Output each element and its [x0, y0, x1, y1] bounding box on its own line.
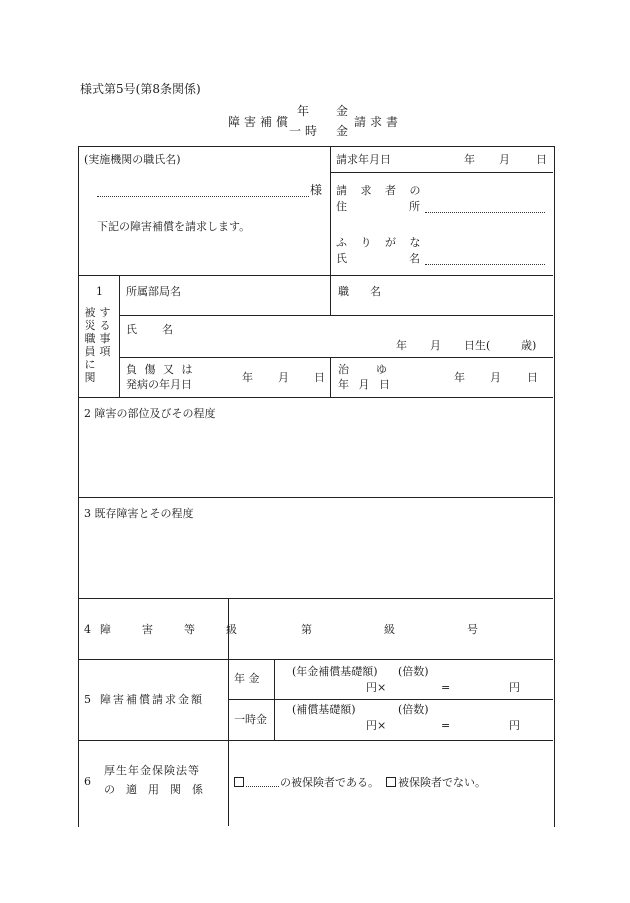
section-6-label-2: の 適 用 関 係	[104, 783, 203, 796]
row-line	[78, 397, 553, 398]
lump-multiplier-label: (倍数)	[398, 703, 429, 716]
dept-label: 所属部局名	[126, 285, 181, 298]
grade-kyu: 級	[384, 623, 395, 636]
insured-checkbox[interactable]	[234, 777, 244, 787]
pension-yen-times: 円×	[366, 681, 387, 694]
section-1-vertical-a: 被災職員に関	[84, 306, 96, 384]
pension-base-label: (年金補償基礎額)	[292, 665, 378, 678]
insured-text: の被保険者である。	[280, 776, 379, 789]
not-insured-checkbox[interactable]	[386, 777, 396, 787]
claimant-label: 請 求 者 の	[336, 184, 426, 197]
section-4-number: 4	[84, 623, 91, 636]
section-4-label: 障 害 等 級	[100, 623, 247, 636]
post-label: 職	[338, 285, 349, 298]
lump-yen-times: 円×	[366, 719, 387, 732]
lump-equals: =	[441, 719, 451, 732]
lump-yen: 円	[509, 719, 520, 732]
row-line	[78, 497, 553, 498]
section-1-number: 1	[96, 285, 103, 298]
injury-year: 年	[242, 371, 253, 384]
pension-yen: 円	[509, 681, 520, 694]
col-line	[330, 146, 331, 275]
furigana-label: ふ り が な	[336, 236, 426, 249]
pension-multiplier-label: (倍数)	[398, 665, 429, 678]
injury-label-2: 発病の年月日	[126, 378, 192, 391]
agency-label: (実施機関の職氏名)	[84, 153, 181, 166]
not-insured-text: 被保険者でない。	[398, 776, 486, 789]
section-1-vertical-b: する事項	[99, 306, 111, 358]
victim-name-label: 氏	[126, 323, 137, 336]
birth-suffix: 日生(	[464, 339, 491, 352]
birth-year: 年	[396, 339, 407, 352]
col-line	[274, 659, 275, 740]
row-line	[78, 275, 553, 276]
section-3-label: 3 既存障害とその程度	[84, 507, 194, 520]
insurance-type-line[interactable]	[246, 786, 279, 787]
form-table	[78, 146, 555, 827]
lump-label: 一時金	[234, 713, 267, 726]
pension-label: 年 金	[234, 672, 260, 685]
title-top-mid: 年	[297, 104, 310, 118]
request-date-label: 請求年月日	[336, 153, 391, 166]
title-bottom-right: 金	[336, 124, 349, 138]
injury-label-1: 負 傷 又 は	[126, 363, 195, 376]
post-label-2: 名	[370, 285, 381, 298]
cure-year: 年	[454, 371, 465, 384]
grade-go: 号	[467, 623, 478, 636]
address-line[interactable]	[425, 212, 545, 213]
honorific: 様	[310, 183, 323, 197]
name-label: 氏	[336, 252, 347, 265]
cure-label-1b: ゆ	[376, 363, 387, 376]
request-day: 日	[536, 153, 547, 166]
cure-label-2: 年 月 日	[338, 378, 393, 391]
title-left: 障害補償	[228, 115, 293, 129]
row-line	[228, 699, 553, 700]
birth-month: 月	[430, 339, 441, 352]
row-line	[119, 357, 553, 358]
request-month: 月	[499, 153, 510, 166]
age-suffix: 歳)	[521, 339, 537, 352]
injury-day: 日	[314, 371, 325, 384]
victim-name-label-2: 名	[162, 323, 173, 336]
form-number: 様式第5号(第8条関係)	[80, 82, 201, 96]
title-top-right: 金	[336, 104, 349, 118]
section-6-number: 6	[84, 775, 91, 788]
pension-equals: =	[441, 681, 451, 694]
section-5-label: 障害補償請求金額	[100, 693, 204, 706]
row-line	[119, 315, 553, 316]
row-line	[330, 172, 553, 173]
lump-base-label: (補償基礎額)	[292, 703, 356, 716]
row-line	[78, 598, 553, 599]
name-label-2: 名	[409, 252, 420, 265]
cure-month: 月	[490, 371, 501, 384]
col-line	[119, 275, 120, 397]
document-title	[0, 102, 630, 138]
row-line	[78, 659, 553, 660]
col-line	[330, 357, 331, 397]
request-statement: 下記の障害補償を請求します。	[97, 220, 251, 233]
request-year: 年	[464, 153, 475, 166]
section-2-label: 2 障害の部位及びその程度	[84, 407, 216, 420]
title-end: 請求書	[354, 115, 403, 129]
address-label-2: 所	[409, 200, 420, 213]
injury-month: 月	[278, 371, 289, 384]
title-bottom-mid: 一時	[289, 124, 322, 138]
grade-dai: 第	[301, 623, 312, 636]
cure-day: 日	[527, 371, 538, 384]
row-line	[78, 740, 553, 741]
agency-name-line[interactable]	[97, 196, 309, 197]
name-line[interactable]	[425, 264, 545, 265]
address-label: 住	[336, 200, 347, 213]
col-line	[330, 275, 331, 315]
cure-label-1: 治	[338, 363, 349, 376]
section-6-label-1: 厚生年金保険法等	[104, 764, 200, 777]
section-5-number: 5	[84, 693, 91, 706]
